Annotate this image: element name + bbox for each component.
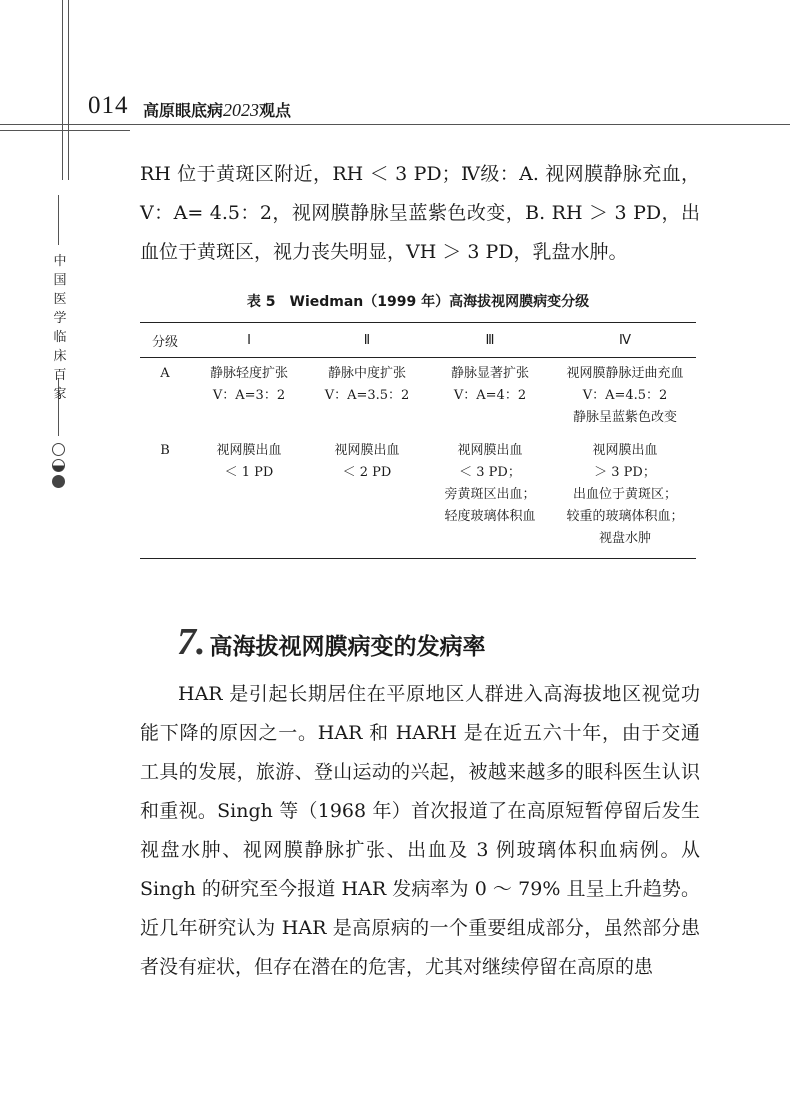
table-cell (308, 430, 426, 559)
book-title-main: 高原眼底病 (143, 101, 224, 120)
table-header-cell: 分级 (140, 323, 190, 358)
page-number: 014 (88, 92, 129, 119)
table-row (140, 358, 696, 431)
grade-label: A (160, 366, 170, 381)
section-number: 7. (177, 621, 206, 663)
cell-line: 视网膜静脉迂曲充血 (566, 366, 684, 381)
table-cell (190, 358, 308, 431)
cell-line: 静脉呈蓝紫色改变 (572, 410, 677, 425)
table-cell (308, 358, 426, 431)
cell-line: 静脉轻度扩张 (209, 366, 288, 381)
cell-line: 视网膜出血 (216, 443, 282, 458)
cell-line: ＞ 3 PD； (594, 465, 656, 480)
cell-line: V：A=3.5：2 (324, 388, 410, 403)
book-title-year: 2023 (223, 100, 260, 120)
header-rule-short (0, 130, 130, 131)
table-cell (554, 358, 696, 431)
cell-line: V：A=4.5：2 (582, 388, 668, 403)
cell-line: 静脉中度扩张 (327, 366, 406, 381)
cell-line: 视网膜出血 (457, 443, 523, 458)
paragraph-top: RH 位于黄斑区附近，RH ＜ 3 PD；Ⅳ级：A. 视网膜静脉充血，V：A= 4.5：2，视网膜静脉呈蓝紫色改变，B. RH ＞ 3 PD，出血位于黄斑区，视力丧失明显，VH ＞ 3 PD，乳盘水肿。 (140, 163, 700, 263)
section-heading (177, 620, 486, 664)
table-row (140, 430, 696, 559)
cell-line: 静脉显著扩张 (450, 366, 529, 381)
table-cell (426, 358, 554, 431)
table-header-cell: Ⅲ (426, 323, 554, 358)
book-title-suffix: 观点 (259, 101, 292, 120)
table-header-row (140, 323, 696, 358)
cell-line: 轻度玻璃体积血 (444, 509, 536, 524)
cell-line: 旁黄斑区出血； (444, 487, 536, 502)
cell-line: ＜ 1 PD (224, 465, 274, 480)
table-caption: 表 5 Wiedman（1999 年）高海拔视网膜病变分级 (246, 294, 590, 310)
cell-line: 出血位于黄斑区； (572, 487, 677, 502)
cell-line: V：A=4：2 (453, 388, 527, 403)
section-title: 高海拔视网膜病变的发病率 (209, 634, 486, 660)
cell-line: 视盘水肿 (598, 531, 651, 546)
cell-line: V：A=3：2 (212, 388, 286, 403)
table-cell (190, 430, 308, 559)
paragraph-main: HAR 是引起长期居住在平原地区人群进入高海拔地区视觉功能下降的原因之一。HAR 和 HARH 是在近五六十年，由于交通工具的发展，旅游、登山运动的兴起，被越来越多的眼科医生认识和重视。Singh 等（1968 年）首次报道了在高原短暂停留后发生视盘水肿、视网膜静脉扩张、出血及 3 例玻璃体积血病例。从 Singh 的研究至今报道 HAR 发病率为 0 ～ 79% 且呈上升趋势。近几年研究认为 HAR 是高原病的一个重要组成部分，虽然部分患者没有症状，但存在潜在的危害，尤其对继续停留在高原的患 (140, 683, 700, 978)
series-title: 中国医学临床百家 (53, 254, 67, 402)
cell-line: 较重的玻璃体积血； (566, 509, 684, 524)
cell-line: 视网膜出血 (334, 443, 400, 458)
progress-dot-empty (52, 443, 65, 456)
table-header-cell: Ⅰ (190, 323, 308, 358)
cell-line: ＜ 3 PD； (459, 465, 521, 480)
table-cell (554, 430, 696, 559)
table-cell (426, 430, 554, 559)
cell-line: 视网膜出血 (592, 443, 658, 458)
grading-table (140, 322, 696, 559)
book-title (143, 98, 291, 121)
frame-line-right (68, 0, 69, 180)
progress-dot-full (52, 475, 65, 488)
frame-line-left (62, 0, 63, 180)
table-header-cell: Ⅳ (554, 323, 696, 358)
cell-line: ＜ 2 PD (342, 465, 392, 480)
grade-label: B (140, 430, 190, 559)
table-header-cell: Ⅱ (308, 323, 426, 358)
progress-dot-half (52, 459, 65, 472)
side-line-top (58, 195, 59, 245)
header-rule (0, 124, 790, 125)
